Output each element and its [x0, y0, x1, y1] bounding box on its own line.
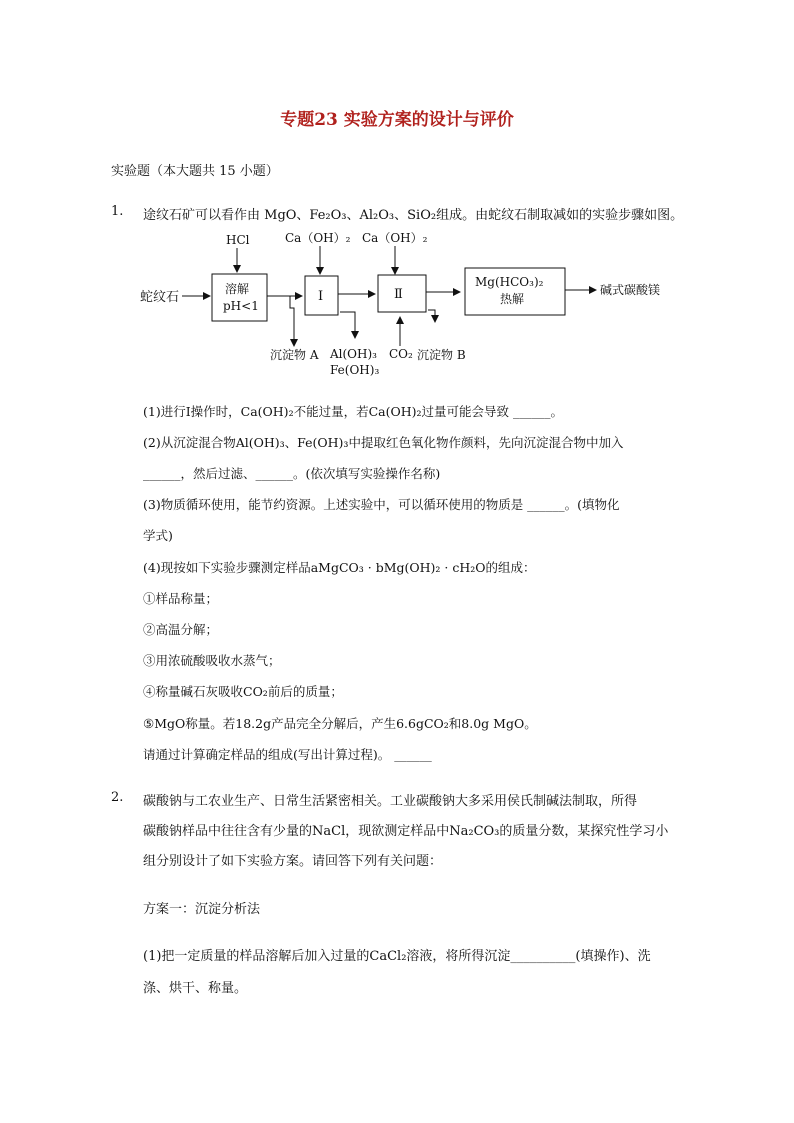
q1-step-1: ①样品称量；	[143, 591, 219, 606]
reagent-co2: CO₂	[389, 347, 413, 361]
q2-line-2: 碳酸钠样品中往往含有少量的NaCl，现欲测定样品中Na₂CO₃的质量分数，某探究性学习小	[143, 824, 669, 839]
q1-part-3a: (3)物质循环使用，能节约资源。上述实验中，可以循环使用的物质是 ______。(填物化	[143, 497, 620, 512]
q2-line-3: 组分别设计了如下实验方案。请回答下列有关问题：	[143, 854, 443, 869]
precipitate-feoh3: Fe(OH)₃	[330, 363, 380, 377]
q2-plan-heading: 方案一：沉淀分析法	[143, 902, 261, 917]
precipitate-aloh3: Al(OH)₃	[330, 347, 377, 361]
box-step-1-label: Ⅰ	[318, 289, 324, 304]
final-product: 碱式碳酸镁	[600, 283, 661, 297]
question-number-1: 1.	[111, 204, 124, 219]
q1-part-4: (4)现按如下实验步骤测定样品aMgCO₃ · bMg(OH)₂ · cH₂O的组成：	[143, 560, 536, 575]
box-pyrolysis-label-1: Mg(HCO₃)₂	[475, 275, 544, 289]
q2-line-1: 碳酸钠与工农业生产、日常生活紧密相关。工业碳酸钠大多采用侯氏制碱法制取，所得	[143, 794, 638, 809]
start-material: 蛇纹石	[140, 290, 180, 305]
q2-part-1b: 涤、烘干、称量。	[143, 981, 248, 996]
precipitate-b: 沉淀物 B	[417, 348, 466, 362]
precipitate-a: 沉淀物 A	[270, 348, 319, 362]
box-dissolve-label-2: pH<1	[223, 299, 259, 313]
flow-diagram	[130, 228, 690, 388]
q1-part-2b: ______，然后过滤、______。(依次填写实验操作名称)	[143, 466, 441, 481]
reagent-hcl: HCl	[226, 233, 250, 247]
box-pyrolysis-label-2: 热解	[500, 292, 525, 306]
q2-part-1a: (1)把一定质量的样品溶解后加入过量的CaCl₂溶液，将所得沉淀__________(填操作)、洗	[143, 949, 651, 964]
section-heading: 实验题（本大题共 15 小题）	[111, 164, 279, 179]
question-number-2: 2.	[111, 790, 124, 805]
q1-calc-request: 请通过计算确定样品的组成(写出计算过程)。 ______	[143, 747, 432, 762]
q1-step-5: ⑤MgO称量。若18.2g产品完全分解后，产生6.6gCO₂和8.0g MgO。	[143, 716, 537, 731]
q1-part-2a: (2)从沉淀混合物Al(OH)₃、Fe(OH)₃中提取红色氧化物作颜料，先向沉淀混合物中加入	[143, 435, 624, 450]
q1-step-3: ③用浓硫酸吸收水蒸气；	[143, 653, 281, 668]
reagent-caoh2-2: Ca（OH）₂	[362, 231, 428, 245]
q1-part-1: (1)进行Ⅰ操作时，Ca(OH)₂不能过量，若Ca(OH)₂过量可能会导致 ______。	[143, 404, 563, 419]
box-step-2-label: Ⅱ	[394, 287, 403, 302]
box-dissolve-label-1: 溶解	[225, 282, 250, 296]
q1-step-2: ②高温分解；	[143, 622, 219, 637]
question-1-stem: 途纹石矿可以看作由 MgO、Fe₂O₃、Al₂O₃、SiO₂组成。由蛇纹石制取减如的实验步骤如图。	[143, 208, 684, 223]
page-title: 专题23 实验方案的设计与评价	[280, 110, 514, 130]
q1-step-4: ④称量碱石灰吸收CO₂前后的质量；	[143, 684, 343, 699]
reagent-caoh2-1: Ca（OH）₂	[285, 231, 351, 245]
q1-part-3b: 学式)	[143, 528, 173, 543]
